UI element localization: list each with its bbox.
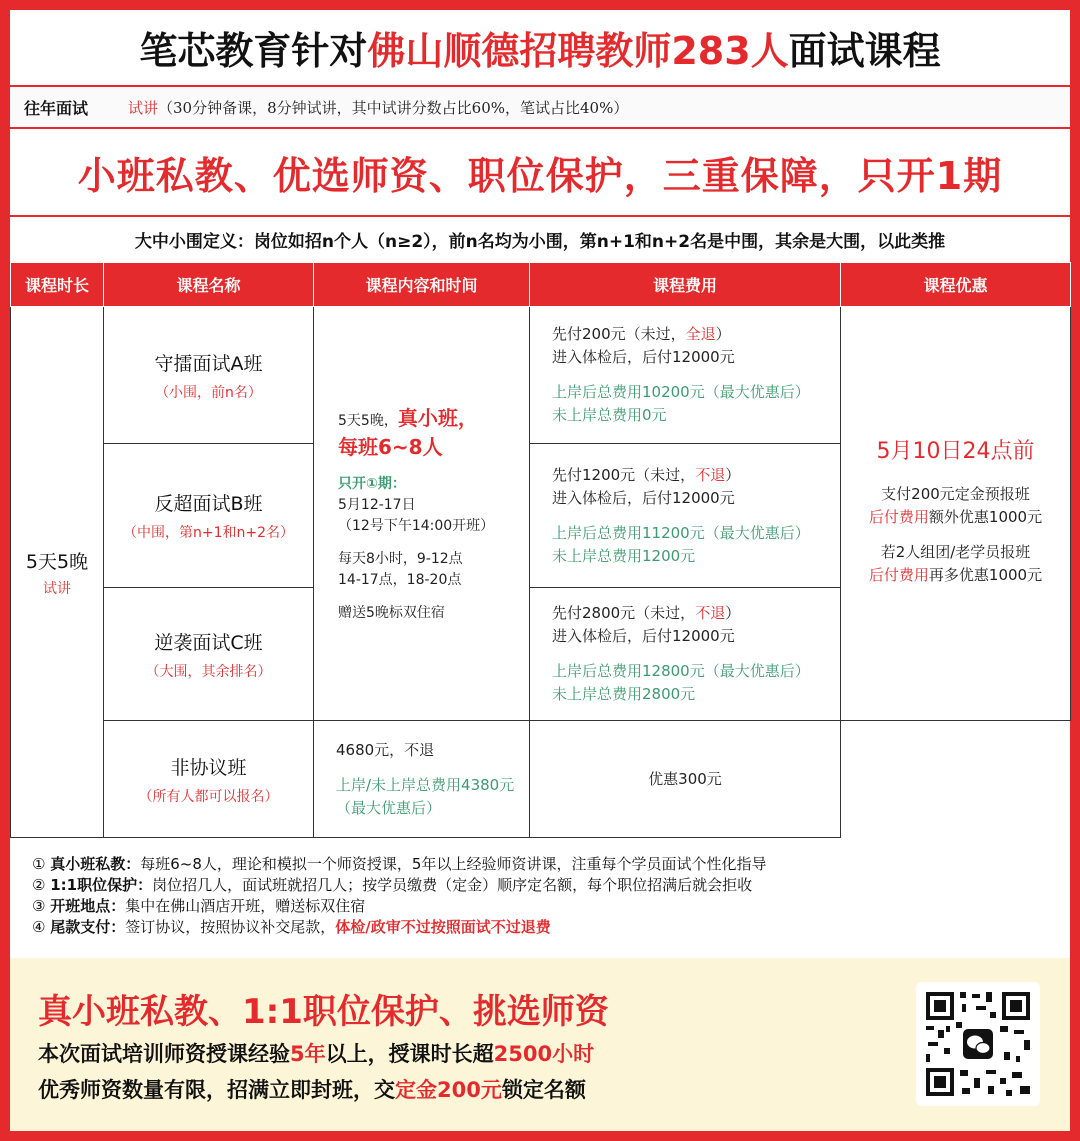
past-interview-text xyxy=(128,97,628,118)
course-name: 逆袭面试C班 xyxy=(154,631,263,654)
fee-refund: 全退 xyxy=(685,325,716,343)
note-item xyxy=(32,917,1070,938)
fee-refund: 不退 xyxy=(695,465,726,484)
course-rank: （大围，其余排名） xyxy=(145,663,272,680)
fee-prepay: 先付200元（未过， xyxy=(552,325,686,343)
content-accommodation: 赠送5晚标双住宿 xyxy=(338,604,445,621)
title-highlight: 佛山顺德招聘教师283人 xyxy=(367,29,789,73)
course-open-cell xyxy=(104,721,314,838)
content-class-size: 每班6~8人 xyxy=(338,434,443,459)
promo-text: 锁定名额 xyxy=(501,1078,586,1102)
content-schedule: 5天5晚， xyxy=(338,412,398,429)
duration-cell xyxy=(11,307,104,838)
fee-prepay: 先付1200元（未过， xyxy=(552,465,696,484)
fee-b-cell xyxy=(530,444,841,588)
fee-postpay: 进入体检后，后付12000元 xyxy=(552,627,735,645)
note-title: 尾款支付： xyxy=(50,918,126,936)
note-number: ③ xyxy=(32,897,46,915)
note-text: 集中在佛山酒店开班，赠送标双住宿 xyxy=(125,897,366,915)
header-course-name: 课程名称 xyxy=(104,263,314,307)
promo-headline: 真小班私教、1:1职位保护、挑选师资 xyxy=(38,992,609,1032)
fee-total-pass: 上岸后总费用11200元（最大优惠后） xyxy=(552,523,810,542)
fee-a-cell xyxy=(530,307,841,444)
table-row xyxy=(11,307,1071,444)
note-number: ② xyxy=(32,876,46,894)
discount-extra: 额外优惠1000元 xyxy=(928,508,1043,526)
discount-more: 再多优惠1000元 xyxy=(928,566,1043,584)
fee-paren: ） xyxy=(725,465,741,484)
slogan-banner: 小班私教、优选师资、职位保护，三重保障，只开1期 xyxy=(10,129,1070,217)
page-title xyxy=(10,10,1070,87)
title-suffix: 面试课程 xyxy=(788,29,941,73)
rank-definition: 大中小围定义：岗位如招n个人（n≥2），前n名均为小围，第n+1和n+2名是中围，其余是大围，以此类推 xyxy=(134,232,946,252)
note-title: 真小班私教： xyxy=(50,855,141,873)
note-highlight: 体检/政审不过按照面试不过退费 xyxy=(335,918,551,936)
fee-c-cell xyxy=(530,588,841,721)
promo-footer xyxy=(10,958,1070,1131)
promo-highlight: 5年 xyxy=(290,1042,326,1066)
promo-line-1 xyxy=(38,1038,594,1068)
fee-paren: ） xyxy=(725,604,741,622)
discount-deadline: 5月10日24点前 xyxy=(876,439,1035,464)
fee-price: 4680元，不退 xyxy=(336,740,435,759)
note-title: 1:1职位保护： xyxy=(50,876,153,894)
fee-total-fail: 未上岸总费用1200元 xyxy=(552,546,696,565)
course-name: 反超面试B班 xyxy=(154,493,263,515)
fee-total-pass: 上岸后总费用12800元（最大优惠后） xyxy=(552,662,810,680)
note-item xyxy=(32,854,1070,875)
course-rank: （小围，前n名） xyxy=(155,384,262,401)
table-row xyxy=(11,721,1071,838)
table-header-row xyxy=(11,263,1071,307)
course-rank: （所有人都可以报名） xyxy=(138,788,279,805)
discount-postpay-label-2: 后付费用 xyxy=(868,566,929,584)
fee-postpay: 进入体检后，后付12000元 xyxy=(552,488,735,507)
note-text: 岗位招几人，面试班就招几人；按学员缴费（定金）顺序定名额，每个职位招满后就会拒收 xyxy=(152,876,753,894)
discount-amount: 优惠300元 xyxy=(648,769,722,788)
note-number: ① xyxy=(32,855,46,873)
header-discount: 课程优惠 xyxy=(841,263,1071,307)
discount-open-cell xyxy=(530,721,841,838)
fee-total: 上岸/未上岸总费用4380元 xyxy=(336,775,515,794)
fee-prepay: 先付2800元（未过， xyxy=(552,604,696,622)
note-text: 签订协议，按照协议补交尾款， xyxy=(125,918,336,936)
fee-total-fail: 未上岸总费用0元 xyxy=(552,406,667,424)
fee-paren: ） xyxy=(715,325,731,343)
course-name: 非协议班 xyxy=(170,756,247,779)
discount-postpay-label: 后付费用 xyxy=(868,508,929,526)
promo-line-2 xyxy=(38,1074,586,1104)
discount-cell xyxy=(841,307,1071,721)
fee-open-cell xyxy=(314,721,530,838)
promo-text: 本次面试培训师资授课经验 xyxy=(38,1042,290,1066)
content-small-class: 真小班， xyxy=(397,405,478,430)
course-a-cell xyxy=(104,307,314,444)
qr-code-icon xyxy=(916,982,1040,1106)
header-fee: 课程费用 xyxy=(530,263,841,307)
title-prefix: 笔芯教育针对 xyxy=(139,29,368,73)
course-c-cell xyxy=(104,588,314,721)
notes-list xyxy=(10,838,1070,956)
fee-total-pass: 上岸后总费用10200元（最大优惠后） xyxy=(552,383,810,401)
fee-total-fail: 未上岸总费用2800元 xyxy=(552,685,696,703)
fee-postpay: 进入体检后，后付12000元 xyxy=(552,348,735,366)
past-interview-detail: （30分钟备课，8分钟试讲，其中试讲分数占比60%，笔试占比40%） xyxy=(158,98,629,117)
poster xyxy=(10,10,1070,1131)
note-number: ④ xyxy=(32,918,46,936)
past-interview-row xyxy=(10,87,1070,129)
duration-sub: 试讲 xyxy=(43,580,71,597)
course-name: 守擂面试A班 xyxy=(154,352,263,375)
note-text: 每班6~8人，理论和模拟一个师资授课，5年以上经验师资讲课，注重每个学员面试个性化指导 xyxy=(140,855,767,873)
content-daily-hours-2: 14-17点，18-20点 xyxy=(338,571,462,588)
promo-highlight: 定金200元 xyxy=(395,1078,502,1102)
note-title: 开班地点： xyxy=(50,897,126,915)
note-item xyxy=(32,896,1070,917)
course-rank: （中围，第n+1和n+2名） xyxy=(122,525,295,541)
promo-text: 优秀师资数量有限，招满立即封班，交 xyxy=(38,1078,395,1102)
course-table xyxy=(10,262,1071,838)
promo-text: 以上，授课时长超 xyxy=(325,1042,494,1066)
header-duration: 课程时长 xyxy=(11,263,104,307)
note-item xyxy=(32,875,1070,896)
past-interview-type: 试讲 xyxy=(128,98,159,117)
header-content-time: 课程内容和时间 xyxy=(314,263,530,307)
content-start-time: （12号下午14:00开班） xyxy=(338,517,495,534)
content-daily-hours: 每天8小时，9-12点 xyxy=(338,550,463,567)
promo-highlight: 2500小时 xyxy=(493,1042,595,1066)
discount-group: 若2人组团/老学员报班 xyxy=(880,543,1031,561)
duration-main: 5天5晚 xyxy=(25,550,89,573)
past-interview-label: 往年面试 xyxy=(23,98,88,118)
content-dates: 5月12-17日 xyxy=(338,496,416,513)
fee-note: （最大优惠后） xyxy=(336,798,442,817)
discount-deposit: 支付200元定金预报班 xyxy=(881,485,1030,503)
content-cell xyxy=(314,307,530,721)
course-b-cell xyxy=(104,444,314,588)
qr-code[interactable] xyxy=(916,982,1040,1106)
fee-refund: 不退 xyxy=(695,604,726,622)
content-open-label: 只开①期： xyxy=(338,475,406,492)
